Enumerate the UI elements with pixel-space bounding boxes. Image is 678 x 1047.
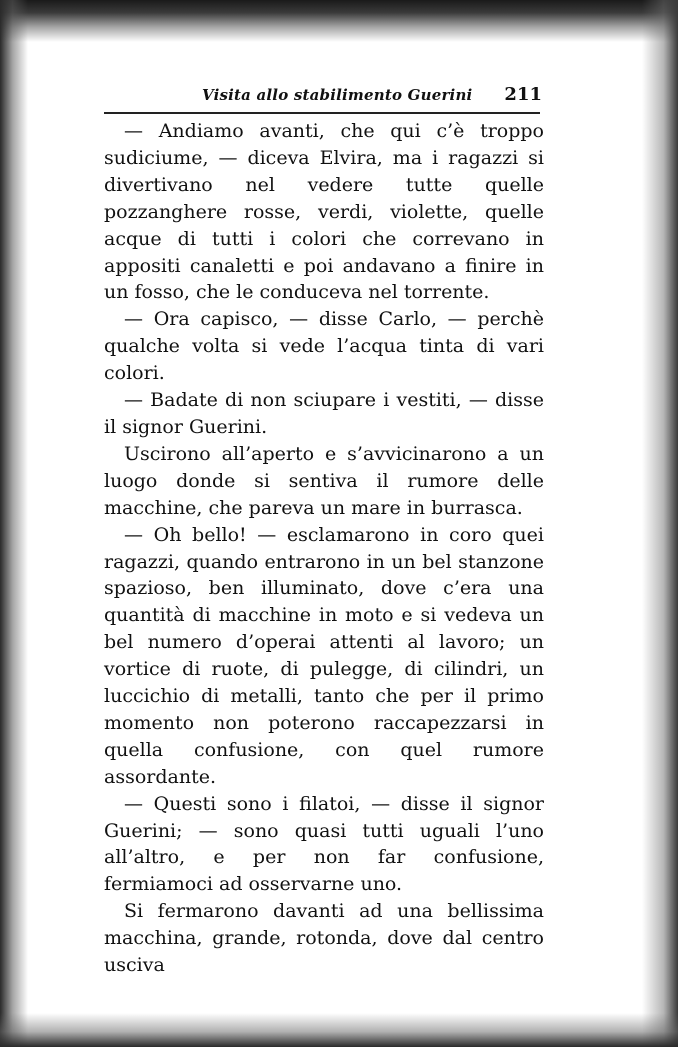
header-rule: [104, 112, 540, 114]
scan-edge-bottom: [0, 1013, 678, 1047]
scan-edge-left: [0, 0, 28, 1047]
paragraph: — Badate di non sciupare i vestiti, — disse il signor Guerini.: [104, 389, 544, 438]
paragraph: — Questi sono i filatoi, — disse il signor Guerini; — sono quasi tutti uguali l’uno all’altro, e per non far confusione, fermiamoci ad osservarne uno.: [104, 792, 544, 896]
paragraph: Si fermarono davanti ad una bellissima macchina, grande, rotonda, dove dal centro usciva: [104, 900, 544, 977]
paragraph: — Oh bello! — esclamarono in coro quei ragazzi, quando entrarono in un bel stanzone spazioso, ben illuminato, dove c’era una quantità di macchine in moto e si vedeva un bel numero d’operai attenti al lavoro; un vortice di ruote, di pulegge, di cilindri, un luccichio di metalli, tanto che per il primo momento non poterono raccapezzarsi in quella confusione, con quel rumore assordante.: [104, 523, 544, 788]
paragraph: — Ora capisco, — disse Carlo, — perchè qualche volta si vede l’acqua tinta di vari colori.: [104, 308, 544, 385]
scan-edge-right: [642, 0, 678, 1047]
running-title: Visita allo stabilimento Guerini: [202, 86, 473, 104]
scan-edge-top: [0, 0, 678, 42]
paragraph: Uscirono all’aperto e s’avvicinarono a un luogo donde si sentiva il rumore delle macchine, che pareva un mare in burrasca.: [104, 442, 544, 519]
paragraph: — Andiamo avanti, che qui c’è troppo sudiciume, — diceva Elvira, ma i ragazzi si divertivano nel vedere tutte quelle pozzanghere rosse, verdi, violette, quelle acque di tutti i colori che correvano in appositi canaletti e poi andavano a finire in un fosso, che le conduceva nel torrente.: [104, 120, 544, 304]
page-number: 211: [504, 84, 542, 105]
running-head: [104, 84, 542, 110]
body-text: [104, 118, 544, 979]
